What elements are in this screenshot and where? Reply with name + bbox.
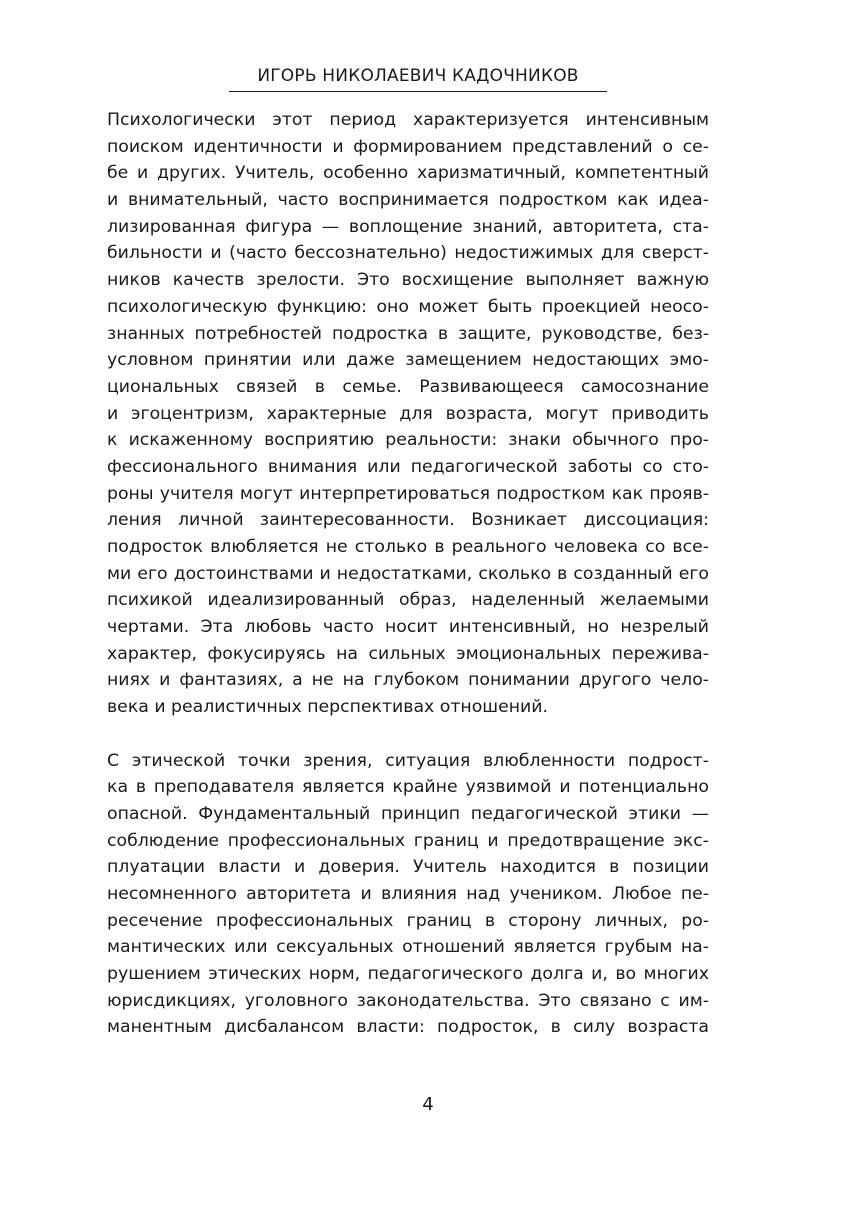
text-line: несомненного авторитета и влияния над учеником. Любое пе- <box>107 883 709 904</box>
text-line: чертами. Эта любовь часто носит интенсивный, но незрелый <box>107 617 709 638</box>
text-line: ми его достоинствами и недостатками, сколько в созданный его <box>107 563 709 584</box>
running-header-title: ИГОРЬ НИКОЛАЕВИЧ КАДОЧНИКОВ <box>257 66 579 86</box>
text-line: циональных связей в семье. Развивающееся самосознание <box>107 376 709 397</box>
text-line: С этической точки зрения, ситуация влюбленности подрост- <box>107 750 709 771</box>
text-line: ления личной заинтересованности. Возникает диссоциация: <box>107 510 709 531</box>
text-line: опасной. Фундаментальный принцип педагогической этики — <box>107 803 709 824</box>
text-line: ресечение профессиональных границ в сторону личных, ро- <box>107 910 709 931</box>
text-line: мантических или сексуальных отношений является грубым на- <box>107 937 709 958</box>
paragraph-gap <box>107 721 709 748</box>
text-line: ников качеств зрелости. Это восхищение выполняет важную <box>107 270 709 291</box>
text-line: юрисдикциях, уголовного законодательства. Это связано с им- <box>107 990 709 1011</box>
text-line: соблюдение профессиональных границ и предотвращение экс- <box>107 830 709 851</box>
body-text <box>107 107 709 1041</box>
text-line: манентным дисбалансом власти: подросток, в силу возраста <box>107 1017 709 1038</box>
page-number: 4 <box>422 1094 434 1115</box>
text-line: и внимательный, часто воспринимается подростком как идеа- <box>107 190 709 211</box>
paragraph-1 <box>107 107 709 721</box>
text-line: знанных потребностей подростка в защите, руководстве, без- <box>107 323 709 344</box>
text-line: и эгоцентризм, характерные для возраста, могут приводить <box>107 403 709 424</box>
text-line: Психологически этот период характеризуется интенсивным <box>107 110 709 130</box>
text-line: плуатации власти и доверия. Учитель находится в позиции <box>107 857 709 878</box>
paragraph-2 <box>107 748 709 1042</box>
text-line: лизированная фигура — воплощение знаний, авторитета, ста- <box>107 216 709 237</box>
text-line: психикой идеализированный образ, наделенный желаемыми <box>107 590 709 611</box>
text-line: поиском идентичности и формированием представлений о се- <box>107 136 709 157</box>
text-line: подросток влюбляется не столько в реального человека со все- <box>107 537 709 557</box>
text-line: века и реалистичных перспективах отношений. <box>107 697 548 718</box>
text-line: ка в преподавателя является крайне уязвимой и потенциально <box>107 777 709 798</box>
text-line: рушением этических норм, педагогического долга и, во многих <box>107 964 709 984</box>
text-line: бе и других. Учитель, особенно харизматичный, компетентный <box>107 163 709 184</box>
text-line: психологическую функцию: оно может быть проекцией неосо- <box>107 296 709 317</box>
text-line: к искаженному восприятию реальности: знаки обычного про- <box>107 430 709 451</box>
text-line: роны учителя могут интерпретироваться подростком как прояв- <box>107 483 709 504</box>
text-line: фессионального внимания или педагогической заботы со сто- <box>107 456 709 477</box>
text-line: условном принятии или даже замещением недостающих эмо- <box>107 350 709 371</box>
text-line: ниях и фантазиях, а не на глубоком понимании другого чело- <box>107 670 709 691</box>
text-line: бильности и (часто бессознательно) недостижимых для сверст- <box>107 243 709 264</box>
text-line: характер, фокусируясь на сильных эмоциональных пережива- <box>107 643 709 664</box>
header-rule <box>229 91 607 92</box>
